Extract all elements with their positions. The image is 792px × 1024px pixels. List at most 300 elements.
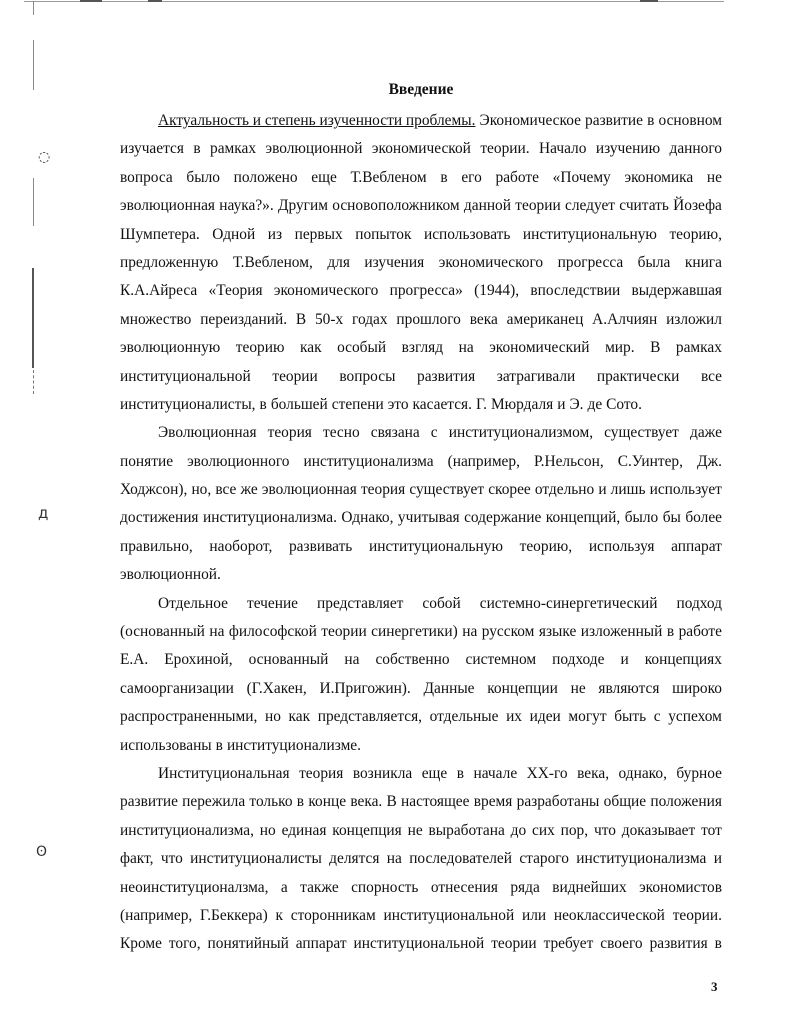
scan-edge-top [24,1,724,2]
word: степени [331,395,384,413]
word: эволюционная [120,197,215,215]
word: развитие [585,112,643,129]
word: изучению [595,140,661,158]
word: теорию, [519,537,573,555]
word: философской [228,623,317,641]
word: факт, [120,850,154,868]
word: однако, [618,764,667,782]
word: подход [676,594,722,612]
word: использует [649,481,722,499]
word: институционализма [576,850,707,868]
word: не [407,821,423,839]
word: институционализма [303,452,434,470]
word: первых [294,225,343,243]
word: (Г.Хакен, [246,679,307,697]
text-line [120,221,722,249]
word: была [637,253,671,271]
word: с [430,424,438,442]
word: и [598,481,607,499]
word: переизданий. [200,310,288,328]
document-body [120,107,722,959]
word: успехом [668,708,722,726]
word: изложенный [580,623,663,641]
text-line [120,306,722,334]
word: прошлого [396,310,461,328]
word: концепции [487,679,558,697]
word: прогресса [557,253,624,271]
word: основанный [248,651,329,669]
word: даже [690,424,722,442]
word: системно-синергетический [479,594,658,612]
word: в [193,140,201,158]
word: языке [538,623,577,641]
word: мир. [605,339,635,357]
word: «Теория [208,282,263,300]
word: но [264,708,281,726]
word: С.Уинтер, [617,452,683,470]
word: касается. [412,395,472,413]
word: считать [619,197,669,215]
word: большей [270,395,328,413]
word: с [653,708,661,726]
text-line [120,788,722,816]
word: пор, [560,821,589,839]
word: аппарат [671,537,722,555]
word: Одной [212,225,256,243]
word: отнесения [430,878,498,896]
word: затрагивали [496,367,576,385]
word: Ерохиной, [164,651,233,669]
text-line [120,646,722,674]
text-line [120,107,722,135]
word: еще [421,764,448,782]
word: время [473,793,513,811]
word: Другим [278,197,328,215]
word: настоящее [401,793,470,811]
word: как [300,339,322,357]
word: все [215,481,237,499]
word: основоположником [332,197,460,215]
paragraph [120,760,722,959]
word: концепций, [545,509,621,527]
word: также [300,878,339,896]
text-line [120,504,722,532]
word: что [593,821,616,839]
word: в [215,736,223,754]
word: теория [360,481,406,499]
word: и [713,850,722,868]
word: Г.Беккера) [200,906,268,924]
scan-edge-mark [640,0,658,2]
word: использовать [423,225,511,243]
word: концепция [332,821,402,839]
word: понятийный [207,935,289,953]
word: изучается [120,140,184,158]
word: книга [684,253,722,271]
word: А.Алчиян [592,310,658,328]
text-line [120,164,722,192]
word: на [386,850,402,868]
word: институционализма. [202,509,337,527]
word: институциональной [120,367,251,385]
word: развития [649,935,708,953]
word: могут [568,708,607,726]
word: Ходжсон), [120,481,188,499]
word: вопросы [339,367,396,385]
word: XX-го [526,764,568,782]
text-line [120,249,722,277]
word: возникла [352,764,413,782]
word: сих [532,821,555,839]
word: русском [481,623,535,641]
paragraph [120,107,722,419]
word: неоинституционалзма, [120,878,269,896]
word: бы [662,509,681,527]
word: Начало [539,140,587,158]
word: представляется, [317,708,423,726]
scan-edge-mark [148,0,162,2]
word: эволюционного [187,452,290,470]
word: годах [352,310,388,328]
word: теории [515,197,561,215]
word: И.Пригожин). [319,679,411,697]
word: в [296,793,305,811]
word: экономического [273,282,379,300]
word: в [714,935,722,953]
word: скорее [488,481,531,499]
text-line [120,192,722,220]
word: неоклассической [553,906,665,924]
word: века, [577,764,610,782]
word: течение [246,594,299,612]
word: выдержавшая [631,282,722,300]
word: в [456,764,464,782]
word: институционализмом, [448,424,594,442]
word: изучения [364,253,425,271]
page-title: Введение [388,81,454,98]
word: положено [233,168,298,186]
word: Е.А. [120,651,149,669]
word: взгляд [401,339,444,357]
word: экономический [489,339,590,357]
word: являются [598,679,660,697]
word: и [620,651,629,669]
text-line [120,391,722,419]
word: системном [465,651,537,669]
word: институциональной [353,935,485,953]
word: а [280,878,288,896]
word: это [387,395,409,413]
word: конце [308,793,347,811]
word: Дж. [697,452,722,470]
word: следует [564,197,616,215]
word: экономической [371,140,471,158]
word: прогресса» [389,282,463,300]
word: как [288,708,311,726]
word: отдельно [534,481,595,499]
word: тот [701,821,722,839]
text-line [120,277,722,305]
word: сторонникам [290,906,376,924]
word: Мюрдаля [490,395,554,413]
word: для [327,253,350,271]
word: существует [604,424,679,442]
word: на [462,623,478,641]
text-line [120,618,722,646]
word: единая [281,821,327,839]
word: теории. [480,140,530,158]
text-line [120,817,722,845]
word: развитие [120,793,178,811]
word: Кроме [120,935,162,953]
text-line [120,902,722,930]
text-line [120,334,722,362]
word: Институциональная [158,764,290,782]
word: их [506,708,522,726]
punch-hole-mark-icon: ʘ [36,844,48,860]
word: теории [272,367,318,385]
word: не [706,168,722,186]
word: В [650,339,661,357]
word: Отдельное [158,594,228,612]
word: наоборот, [209,537,273,555]
word: рамках [210,140,257,158]
word: в [647,112,655,129]
word: что [160,850,183,868]
section-subtitle: Актуальность и степень изученности проблемы. [158,112,476,129]
word: более [685,509,722,527]
word: выработана [428,821,505,839]
word: на [458,339,474,357]
word: отдельные [429,708,499,726]
word: собственно [375,651,450,669]
word: еще [311,168,337,186]
word: Данные [423,679,475,697]
word: основном [658,112,722,129]
word: в [440,168,448,186]
word: бурное [676,764,722,782]
word: начале [473,764,518,782]
word: американец [506,310,584,328]
word: к [275,906,283,924]
word: ряда [510,878,540,896]
word: идеи [529,708,561,726]
text-line [120,703,722,731]
word: но [259,821,276,839]
word: развития [417,367,476,385]
word: Т.Вебленом, [232,253,313,271]
word: содержание [464,509,542,527]
word: на [344,651,360,669]
word: было [186,168,220,186]
word: развивать [288,537,353,555]
word: но, [191,481,212,499]
paragraph [120,590,722,760]
word: существует [409,481,485,499]
word: использованы [120,736,212,754]
word: теорию, [669,225,722,243]
word: до [510,821,527,839]
punch-hole-mark-icon: д [38,504,49,522]
word: пережила [182,793,246,811]
text-line [120,590,722,618]
paragraph [120,419,722,589]
word: институционалисты, [120,395,256,413]
word: эволюционную [120,339,221,357]
word: связана [370,424,420,442]
word: учитывая [397,509,460,527]
word: де [587,395,603,413]
scan-edge-left [33,40,34,90]
word: последователей [409,850,512,868]
text-line [120,533,722,561]
word: институциональную [522,225,657,243]
word: практически [596,367,680,385]
word: экономистов [639,878,722,896]
word: синергетики) [371,623,458,641]
word: концепциях [644,651,722,669]
word: делятся [329,850,380,868]
scan-edge-left [32,268,34,368]
word: и [557,395,566,413]
word: достижения [120,509,199,527]
text-line [120,874,722,902]
word: было [624,509,659,527]
word: все [700,367,722,385]
word: Сото. [606,395,642,413]
word: (например, [120,906,193,924]
text-line [120,732,722,760]
word: институциональную [368,537,503,555]
word: же [240,481,258,499]
document-page [120,79,722,959]
text-line [120,448,722,476]
word: Йозефа [673,197,722,215]
word: впоследствии [530,282,621,300]
word: Р.Нельсон, [533,452,604,470]
word: Т.Вебленом [350,168,427,186]
word: распространенными, [120,708,258,726]
word: века. [350,793,383,811]
word: эволюционная [261,481,357,499]
word: из [267,225,283,243]
word: самоорганизации [120,679,234,697]
word: или [521,906,547,924]
word: используя [588,537,655,555]
word: разработаны [516,793,600,811]
word: данной [463,197,511,215]
word: особый [337,339,387,357]
word: Э. [569,395,584,413]
page-number: 3 [711,979,718,994]
word: Г. [475,395,487,413]
word: эволюционной. [120,566,221,584]
word: положения [650,793,722,811]
word: множество [120,310,192,328]
text-line [120,135,722,163]
word: требует [543,935,594,953]
word: представляет [317,594,404,612]
word: «Почему [552,168,611,186]
scan-edge-left [33,178,34,226]
word: собой [422,594,461,612]
word: Экономическое [479,112,581,129]
word: быть [614,708,647,726]
word: на [209,623,225,641]
word: институционализме. [226,736,361,754]
word: доказывает [621,821,696,839]
word: лишь [610,481,646,499]
word: эволюционной [265,140,363,158]
word: в [259,395,267,413]
word: правильно, [120,537,193,555]
word: теории. [672,906,722,924]
word: (например, [447,452,520,470]
word: работе [678,623,722,641]
word: только [249,793,293,811]
word: работе [495,168,539,186]
word: В [386,793,397,811]
word: широко [672,679,722,697]
word: наука?». [219,197,274,215]
word: предложенную [120,253,219,271]
word: экономического [438,253,544,271]
text-line [120,561,722,589]
word: теория [267,424,312,442]
word: старого [519,850,569,868]
text-line [120,845,722,873]
word: аппарат [295,935,347,953]
word: (1944), [474,282,520,300]
word: своего [600,935,643,953]
text-line [120,476,722,504]
scan-edge-left [33,1,34,15]
word: не [570,679,586,697]
word: века [469,310,498,328]
word: Однако, [341,509,394,527]
word: общие [603,793,647,811]
word: спорность [351,878,419,896]
word: теория [299,764,344,782]
word: в [666,623,675,641]
word: институциональной [383,906,515,924]
word: того, [168,935,201,953]
text-line [120,363,722,391]
word: 50-х [314,310,344,328]
punch-hole-mark-icon: ◌ [38,149,51,165]
text-line [120,419,722,447]
word: виднейших [552,878,627,896]
word: изложил [666,310,722,328]
word: подходе [552,651,605,669]
word: теории [491,935,537,953]
word: попыток [355,225,412,243]
word: данного [669,140,722,158]
text-line [120,930,722,958]
word: экономика [624,168,694,186]
word: институционалисты [190,850,322,868]
word: его [461,168,482,186]
word: К.А.Айреса [120,282,198,300]
word: Эволюционная [158,424,257,442]
scan-edge-left [33,370,34,394]
word: рамках [675,339,722,357]
word: Шумпетера. [120,225,200,243]
word: теорию [235,339,285,357]
word: тесно [322,424,360,442]
scan-edge-mark [80,0,102,2]
word: понятие [120,452,174,470]
